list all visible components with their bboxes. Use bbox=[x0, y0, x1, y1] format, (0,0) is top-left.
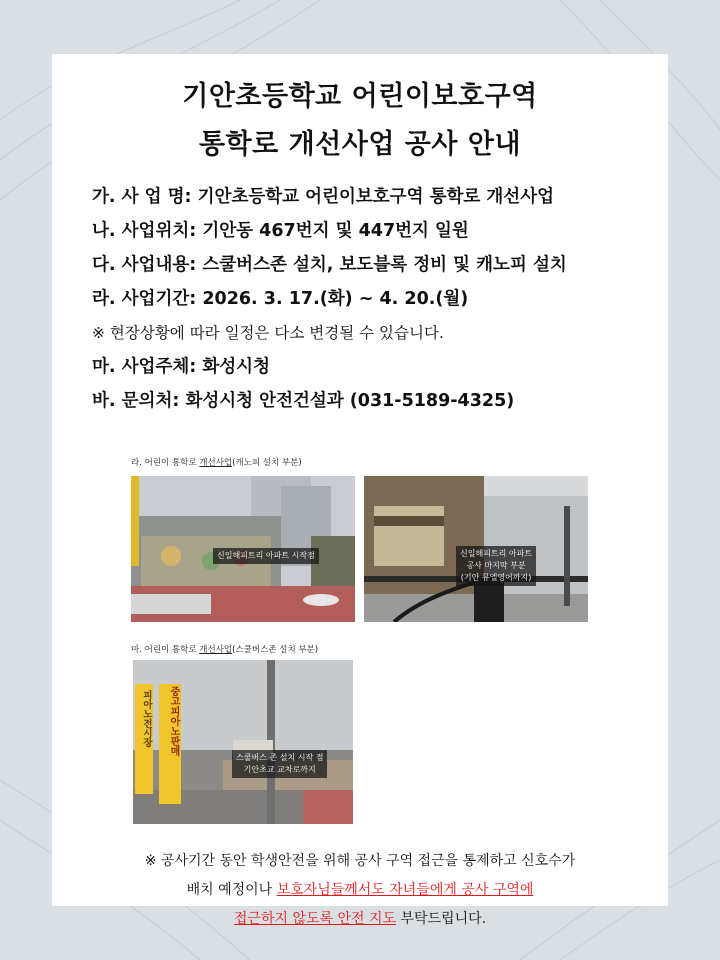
project-name: 가. 사 업 명: 기안초등학교 어린이보호구역 통학로 개선사업 bbox=[92, 187, 555, 207]
project-contact: 바. 문의처: 화성시청 안전건설과 (031-5189-4325) bbox=[92, 391, 515, 411]
project-location: 나. 사업위치: 기안동 467번지 및 447번지 일원 bbox=[92, 221, 469, 241]
footer-note-line1: ※ 공사기간 동안 학생안전을 위해 공사 구역 접근을 통제하고 신호수가 bbox=[144, 853, 576, 869]
photo-schoolbus-zone-label-line1: 스쿨버스 존 설치 시작 점 bbox=[236, 753, 324, 762]
caption-schoolbus-prefix: 마. 어린이 통학로 bbox=[131, 645, 200, 655]
photo-apartment-end-label-line1: 신일해피트리 아파트 bbox=[460, 549, 533, 558]
footer-line3-plain: 부탁드립니다. bbox=[396, 911, 487, 927]
photo-apartment-start-label: 신일해피트리 아파트 시작점 bbox=[213, 548, 319, 564]
notice-title-line2: 통학로 개선사업 공사 안내 bbox=[198, 129, 522, 160]
footer-line2-plain: 배치 예정이나 bbox=[186, 882, 277, 898]
project-content: 다. 사업내용: 스쿨버스존 설치, 보도블록 정비 및 캐노피 설치 bbox=[92, 255, 567, 275]
caption-canopy-underlined: 개선사업 bbox=[199, 458, 233, 468]
footer-note-line3 bbox=[0, 908, 720, 928]
caption-schoolbus-underlined: 개선사업 bbox=[199, 645, 233, 655]
project-period: 라. 사업기간: 2026. 3. 17.(화) ~ 4. 20.(월) bbox=[92, 289, 469, 309]
photo-schoolbus-zone-label bbox=[232, 750, 327, 778]
project-owner: 마. 사업주체: 화성시청 bbox=[92, 357, 270, 377]
schedule-change-note: ※ 현장상황에 따라 일정은 다소 변경될 수 있습니다. bbox=[92, 324, 444, 342]
project-info-list bbox=[92, 180, 662, 418]
footer-line2-warning: 보호자님들께서도 자녀들에게 공사 구역에 bbox=[276, 882, 534, 898]
footer-note-line2 bbox=[0, 879, 720, 899]
photo-apartment-end-label-line2: 공사 마지막 부분 bbox=[466, 561, 526, 570]
sign-used-piano: 중고피아노판매 bbox=[168, 686, 179, 756]
photo-apartment-end-label bbox=[456, 546, 536, 586]
caption-canopy-suffix: (캐노피 설치 부분) bbox=[232, 458, 302, 468]
caption-canopy-prefix: 라. 어린이 통학로 bbox=[131, 458, 200, 468]
caption-schoolbus-suffix: (스쿨버스존 설치 부분) bbox=[232, 645, 319, 655]
sign-piano-showroom: 피아노전시장 bbox=[141, 690, 152, 747]
notice-title-line1: 기안초등학교 어린이보호구역 bbox=[182, 81, 538, 112]
photo-schoolbus-zone-label-line2: 기안초교 교차로까지 bbox=[243, 765, 316, 774]
photo-caption-schoolbus bbox=[131, 643, 318, 655]
photo-caption-canopy bbox=[131, 456, 302, 468]
footer-line3-warning: 접근하지 않도록 안전 지도 bbox=[233, 911, 397, 927]
photo-apartment-end-label-line3: (기안 뮤엘영어까지) bbox=[460, 573, 532, 582]
